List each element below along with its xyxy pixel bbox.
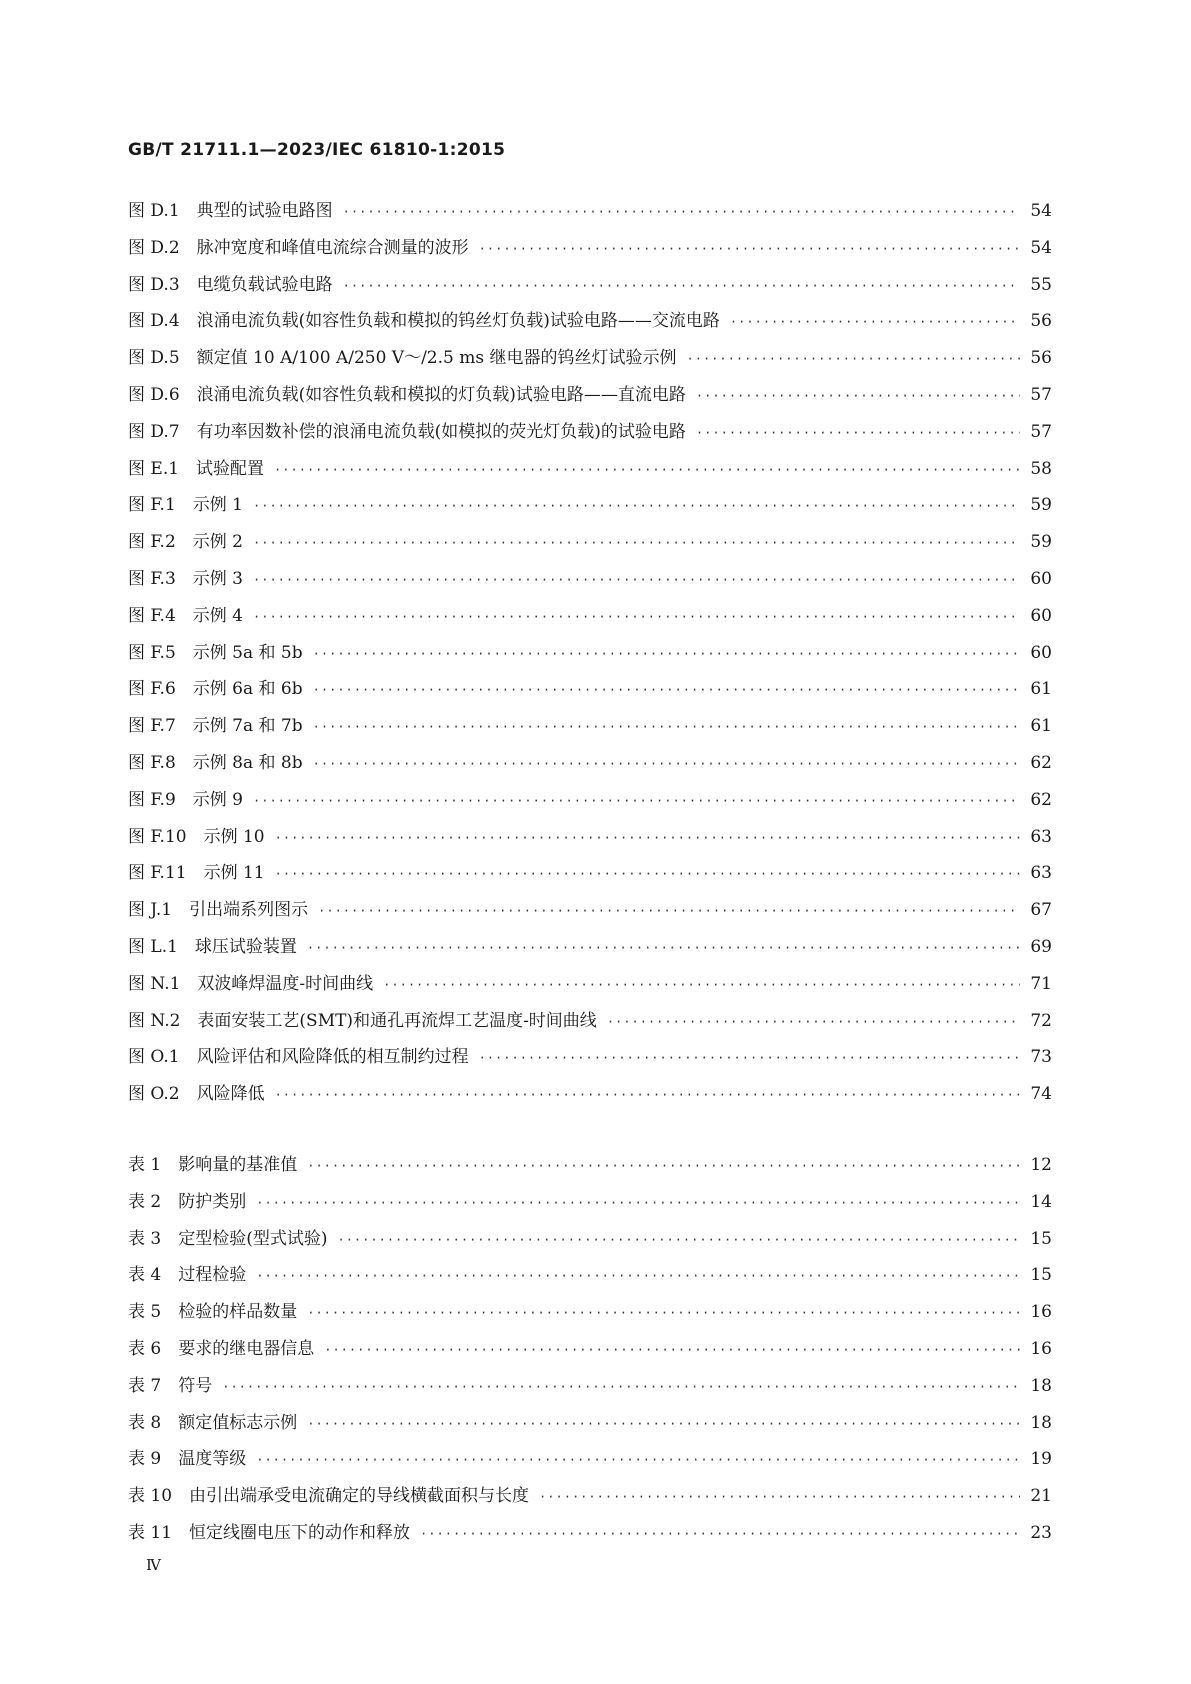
dot-leader [256,1453,1020,1467]
entry-page-number: 61 [1030,716,1052,737]
dot-leader [275,831,1020,845]
table-entry[interactable] [128,1150,1052,1187]
table-entry[interactable] [128,1481,1052,1518]
figure-entry[interactable] [128,380,1052,417]
page-number: Ⅳ [146,1556,161,1574]
figure-entry[interactable] [128,601,1052,638]
dot-leader [313,647,1020,661]
entry-title: 图 J.1 引出端系列图示 [128,900,309,921]
entry-title: 图 D.6 浪涌电流负载(如容性负载和模拟的灯负载)试验电路——直流电路 [128,384,686,405]
entry-title: 表 6 要求的继电器信息 [128,1338,315,1359]
dot-leader [324,1343,1020,1357]
entry-page-number: 59 [1030,495,1052,516]
dot-leader [307,1306,1020,1320]
entry-title: 图 F.11 示例 11 [128,863,265,884]
figure-entry[interactable] [128,711,1052,748]
figure-entry[interactable] [128,895,1052,932]
figure-entry[interactable] [128,306,1052,343]
entry-title: 图 D.2 脉冲宽度和峰值电流综合测量的波形 [128,237,469,258]
entry-title: 表 9 温度等级 [128,1449,247,1470]
figure-entry[interactable] [128,417,1052,454]
entry-title: 表 1 影响量的基准值 [128,1155,298,1175]
table-entry[interactable] [128,1224,1052,1261]
dot-leader [343,279,1020,293]
entry-title: 图 E.1 试验配置 [128,458,265,479]
figure-entry[interactable] [128,638,1052,675]
table-entry[interactable] [128,1297,1052,1334]
figure-entry[interactable] [128,343,1052,380]
entry-page-number: 72 [1030,1010,1052,1031]
entry-page-number: 67 [1030,900,1052,921]
figure-entry[interactable] [128,270,1052,307]
entry-page-number: 71 [1030,973,1052,994]
entry-page-number: 19 [1030,1449,1052,1470]
entry-title: 表 5 检验的样品数量 [128,1302,298,1323]
entry-page-number: 69 [1030,936,1052,957]
entry-page-number: 57 [1030,421,1052,442]
document-header: GB/T 21711.1—2023/IEC 61810-1:2015 [128,140,506,160]
dot-leader [343,205,1020,219]
entry-title: 图 F.1 示例 1 [128,495,243,516]
figure-entry[interactable] [128,196,1052,233]
entry-title: 图 N.1 双波峰焊温度-时间曲线 [128,973,374,994]
dot-leader [539,1490,1020,1504]
dot-leader [222,1380,1020,1394]
entry-page-number: 59 [1030,532,1052,553]
figure-entry[interactable] [128,1042,1052,1079]
entry-title: 表 8 额定值标志示例 [128,1412,298,1433]
entry-title: 图 O.2 风险降低 [128,1084,265,1105]
dot-leader [275,867,1020,881]
entry-page-number: 15 [1030,1228,1052,1249]
entry-page-number: 73 [1030,1047,1052,1068]
figure-entry[interactable] [128,1006,1052,1043]
entry-title: 图 F.9 示例 9 [128,789,243,810]
dot-leader [307,1417,1020,1431]
entry-title: 表 4 过程检验 [128,1265,247,1286]
entry-page-number: 60 [1030,568,1052,589]
dot-leader [253,499,1020,513]
entry-page-number: 21 [1030,1486,1052,1507]
entry-page-number: 62 [1030,789,1052,810]
table-entry[interactable] [128,1444,1052,1481]
figure-entry[interactable] [128,969,1052,1006]
figure-entry[interactable] [128,490,1052,527]
entry-title: 图 F.6 示例 6a 和 6b [128,679,303,700]
entry-title: 图 D.3 电缆负载试验电路 [128,274,333,295]
table-entry[interactable] [128,1334,1052,1371]
figure-entry[interactable] [128,858,1052,895]
dot-leader [730,315,1020,329]
entry-title: 图 D.7 有功率因数补偿的浪涌电流负载(如模拟的荧光灯负载)的试验电路 [128,421,686,442]
figure-entry[interactable] [128,932,1052,969]
table-entry[interactable] [128,1408,1052,1445]
dot-leader [337,1233,1020,1247]
entry-page-number: 23 [1030,1522,1052,1543]
entry-page-number: 74 [1030,1084,1052,1105]
dot-leader [318,904,1020,918]
entry-title: 表 7 符号 [128,1375,213,1396]
figure-entry[interactable] [128,785,1052,822]
dot-leader [313,683,1020,697]
entry-page-number: 57 [1030,384,1052,405]
dot-leader [256,1269,1020,1283]
entry-title: 表 10 由引出端承受电流确定的导线横截面积与长度 [128,1486,530,1507]
entry-title: 图 F.10 示例 10 [128,826,265,847]
entry-title: 图 F.2 示例 2 [128,532,243,553]
entry-title: 图 D.1 典型的试验电路图 [128,201,333,221]
entry-title: 图 F.4 示例 4 [128,605,243,626]
table-entry[interactable] [128,1371,1052,1408]
entry-title: 表 11 恒定线圈电压下的动作和释放 [128,1522,411,1543]
entry-page-number: 18 [1030,1375,1052,1396]
entry-title: 图 D.5 额定值 10 A/100 A/250 V～/2.5 ms 继电器的钨丝灯试验示例 [128,348,677,369]
entry-page-number: 54 [1030,201,1052,221]
entry-page-number: 55 [1030,274,1052,295]
entry-page-number: 16 [1030,1302,1052,1323]
figure-entry[interactable] [128,748,1052,785]
figure-entry[interactable] [128,822,1052,859]
dot-leader [313,757,1020,771]
dot-leader [253,536,1020,550]
entry-title: 图 F.8 示例 8a 和 8b [128,752,303,773]
entry-page-number: 62 [1030,752,1052,773]
entry-page-number: 16 [1030,1338,1052,1359]
dot-leader [607,1015,1020,1029]
table-entry[interactable] [128,1518,1052,1555]
figure-entry[interactable] [128,564,1052,601]
table-entry[interactable] [128,1260,1052,1297]
entry-title: 图 F.3 示例 3 [128,568,243,589]
dot-leader [696,426,1020,440]
entry-page-number: 54 [1030,237,1052,258]
dot-leader [420,1527,1020,1541]
entry-title: 图 L.1 球压试验装置 [128,936,297,957]
dot-leader [274,463,1020,477]
entry-title: 图 O.1 风险评估和风险降低的相互制约过程 [128,1047,469,1068]
entry-page-number: 12 [1030,1155,1052,1175]
entry-page-number: 56 [1030,311,1052,332]
dot-leader [313,720,1020,734]
figure-entry[interactable] [128,233,1052,270]
table-entry[interactable] [128,1187,1052,1224]
entry-title: 表 3 定型检验(型式试验) [128,1228,328,1249]
dot-leader [253,794,1020,808]
dot-leader [383,978,1020,992]
entry-page-number: 60 [1030,605,1052,626]
dot-leader [479,1051,1020,1065]
dot-leader [256,1196,1020,1210]
figure-entry[interactable] [128,527,1052,564]
entry-page-number: 63 [1030,826,1052,847]
entry-page-number: 61 [1030,679,1052,700]
dot-leader [253,573,1020,587]
entry-page-number: 15 [1030,1265,1052,1286]
figure-list [128,196,1052,1116]
dot-leader [307,941,1020,955]
entry-page-number: 18 [1030,1412,1052,1433]
figure-entry[interactable] [128,1079,1052,1116]
dot-leader [696,389,1020,403]
dot-leader [275,1088,1020,1102]
dot-leader [253,610,1020,624]
entry-page-number: 56 [1030,348,1052,369]
table-list [128,1150,1052,1555]
entry-page-number: 14 [1030,1191,1052,1212]
dot-leader [479,242,1020,256]
entry-title: 图 N.2 表面安装工艺(SMT)和通孔再流焊工艺温度-时间曲线 [128,1010,597,1031]
dot-leader [687,352,1021,366]
entry-title: 图 F.5 示例 5a 和 5b [128,642,303,663]
entry-title: 图 D.4 浪涌电流负载(如容性负载和模拟的钨丝灯负载)试验电路——交流电路 [128,311,720,332]
figure-entry[interactable] [128,674,1052,711]
entry-page-number: 58 [1030,458,1052,479]
figure-entry[interactable] [128,454,1052,491]
entry-title: 表 2 防护类别 [128,1191,247,1212]
entry-title: 图 F.7 示例 7a 和 7b [128,716,303,737]
dot-leader [307,1159,1020,1173]
entry-page-number: 60 [1030,642,1052,663]
entry-page-number: 63 [1030,863,1052,884]
